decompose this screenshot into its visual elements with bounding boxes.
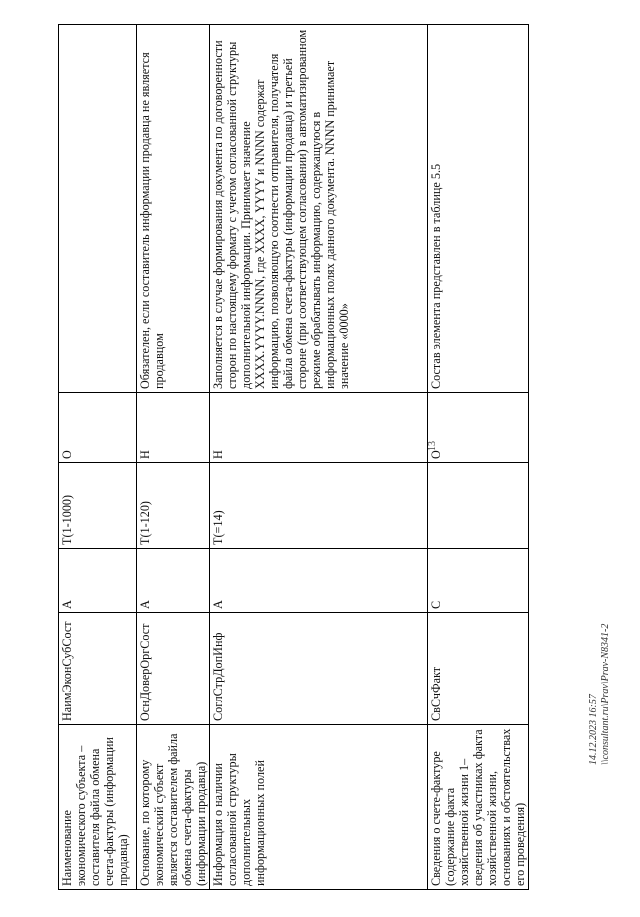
cell-format: T(1-120) [137,463,210,549]
cell-element: СвСчФакт [428,613,529,725]
cell-required: О [59,393,137,463]
cell-element: НаимЭконСубСост [59,613,137,725]
cell-element: ОснДоверОргСост [137,613,210,725]
cell-status: С [428,549,529,613]
stamp-path: \\consultant.ru\Prav\Prav-N8341-2 [600,623,611,765]
table-row [210,25,428,890]
cell-required: Н [210,393,428,463]
cell-format [428,463,529,549]
cell-required: Н [137,393,210,463]
table-row [137,25,210,890]
cell-name: Наименование экономического субъекта – составителя файла обмена счета-фактуры (информации продавца) [59,725,137,890]
cell-required: О [428,393,529,463]
table-row [428,25,529,890]
stamp-date: 14.12.2023 16:57 [588,694,599,765]
cell-name: Информация о наличии согласованной структуры дополнительных информационных полей [210,725,428,890]
cell-status: А [210,549,428,613]
element-table [58,24,529,890]
cell-status: А [137,549,210,613]
print-stamp [588,624,612,765]
cell-element: СоглСтрДопИнф [210,613,428,725]
cell-notes [59,25,137,393]
cell-notes: Обязателен, если составитель информации продавца не является продавцом [137,25,210,393]
table-row [59,25,137,890]
cell-status: А [59,549,137,613]
cell-notes: Состав элемента представлен в таблице 5.5 [428,25,529,393]
cell-name: Сведения о счете-фактуре (содержание факта хозяйственной жизни 1– сведения об участниках факта хозяйственной жизни, основаниях и обстоятельствах его проведения) [428,725,529,890]
cell-name: Основание, по которому экономический субъект является составителем файла обмена счета-фактуры (информации продавца) [137,725,210,890]
page-number: 13 [427,441,438,451]
cell-format: T(1-1000) [59,463,137,549]
cell-format: T(=14) [210,463,428,549]
cell-notes: Заполняется в случае формирования документа по договоренности сторон по настоящему формату с учетом согласованной структуры дополнительной информации. Принимает значение XXXX.YYYY.NNNN, где XXXX, YYYY и NNNN содержат информацию, позволяющую соотнести отправителя, получателя файла обмена счета-фактуры (информации продавца) и третьей стороне (при соответствующем согласовании) в автоматизированном режиме обрабатывать информацию, содержащуюся в информационных полях данного документа. NNNN принимает значение «0000» [210,25,428,393]
